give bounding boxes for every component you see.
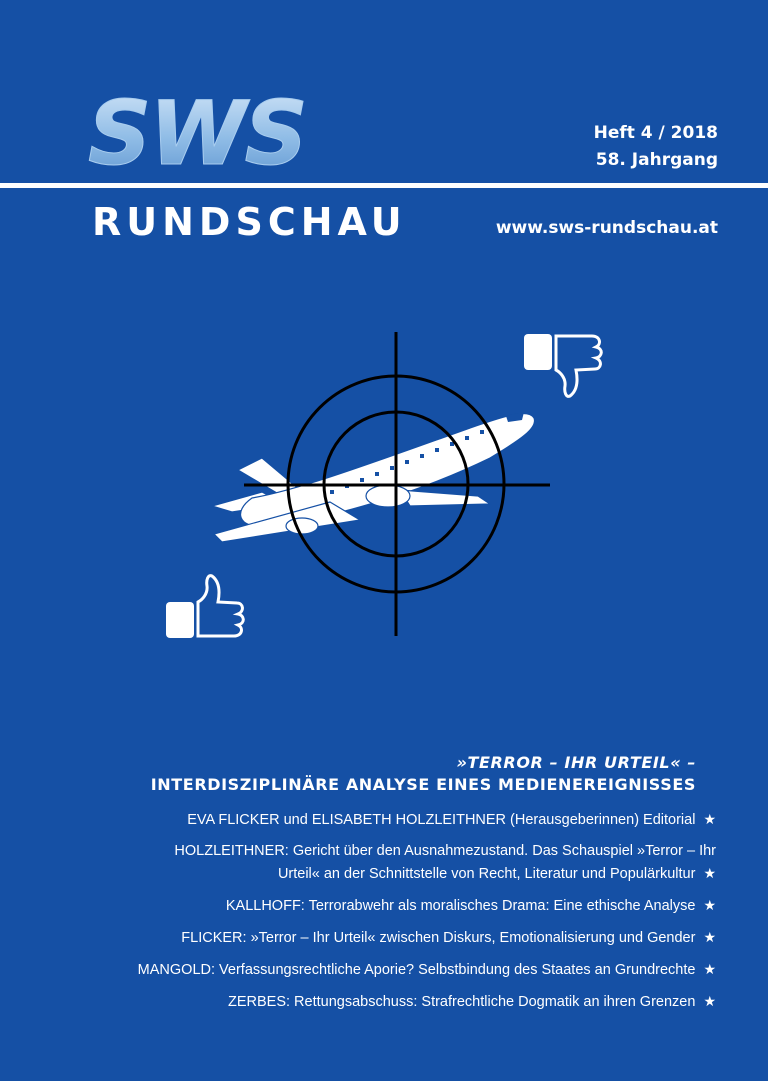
toc-item: MANGOLD: Verfassungsrechtliche Aporie? Selbstbindung des Staates an Grundrechte ★ (137, 961, 716, 978)
volume-number: 58. Jahrgang (595, 150, 718, 170)
star-icon: ★ (703, 993, 716, 1009)
sws-logo (88, 86, 328, 176)
star-icon: ★ (703, 929, 716, 945)
airplane-icon (212, 412, 535, 542)
toc-item: FLICKER: »Terror – Ihr Urteil« zwischen Diskurs, Emotionalisierung und Gender ★ (181, 929, 716, 946)
star-icon: ★ (703, 811, 716, 827)
issue-info (594, 120, 718, 174)
headline-subtitle: INTERDISZIPLINÄRE ANALYSE EINES MEDIENEREIGNISSES (150, 775, 696, 794)
star-icon: ★ (703, 865, 716, 881)
issue-headline (151, 752, 696, 796)
thumbs-down-icon (524, 334, 601, 396)
crosshair-icon (244, 332, 550, 636)
website-url: www.sws-rundschau.at (495, 218, 718, 238)
table-of-contents (16, 808, 716, 1022)
star-icon: ★ (703, 897, 716, 913)
thumbs-up-icon (166, 576, 243, 638)
toc-item: ZERBES: Rettungsabschuss: Strafrechtliche Dogmatik an ihren Grenzen ★ (227, 993, 716, 1010)
toc-item: EVA FLICKER und ELISABETH HOLZLEITHNER (Herausgeberinnen) Editorial ★ (187, 811, 716, 828)
magazine-title: RUNDSCHAU (92, 200, 407, 244)
star-icon: ★ (703, 961, 716, 977)
cover-illustration (0, 320, 768, 650)
logo-text: SWS (88, 86, 306, 176)
toc-item: KALLHOFF: Terrorabwehr als moralisches Drama: Eine ethische Analyse ★ (225, 897, 716, 914)
masthead-rule (0, 183, 768, 188)
toc-item: HOLZLEITHNER: Gericht über den Ausnahmezustand. Das Schauspiel »Terror – Ihr Urteil« an der Schnittstelle von Recht, Literatur und Populärkultur ★ (174, 843, 716, 882)
issue-number: Heft 4 / 2018 (593, 123, 718, 143)
headline-title: »TERROR – IHR URTEIL« – (456, 753, 696, 772)
